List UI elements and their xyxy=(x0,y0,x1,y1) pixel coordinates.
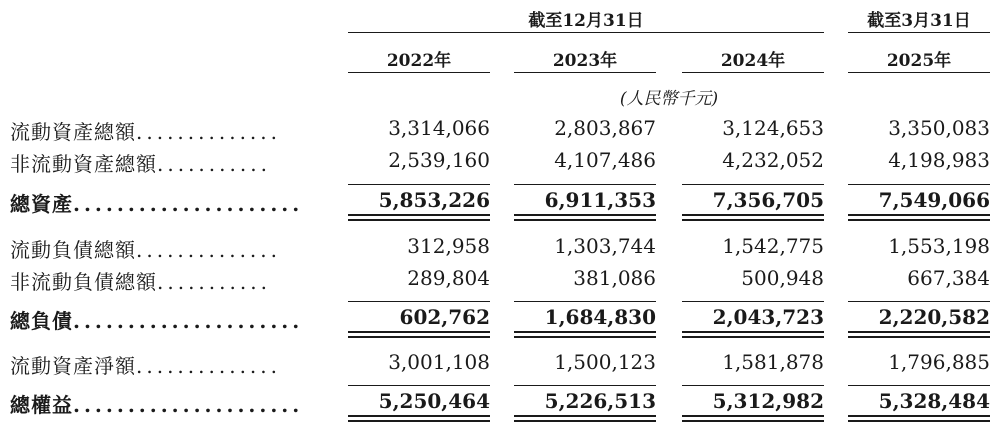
year-rule xyxy=(848,72,990,73)
cell-value-total: 2,043,723 xyxy=(712,305,824,329)
subtotal-rule xyxy=(848,385,990,386)
cell-value: 312,958 xyxy=(407,234,490,258)
group-rule-mar31 xyxy=(848,32,990,33)
double-rule xyxy=(682,331,824,333)
year-header-2023: 2023年 xyxy=(552,51,618,71)
cell-value-total: 5,853,226 xyxy=(378,188,490,212)
double-rule xyxy=(514,331,656,333)
row-label-current-liabilities xyxy=(10,234,281,263)
subtotal-rule xyxy=(514,385,656,386)
cell-value-total: 5,226,513 xyxy=(544,389,656,413)
double-rule xyxy=(682,219,824,221)
cell-value-total: 5,250,464 xyxy=(378,389,490,413)
cell-value: 4,107,486 xyxy=(554,148,656,172)
double-rule xyxy=(682,415,824,417)
cell-value: 500,948 xyxy=(741,266,824,290)
year-header-2024: 2024年 xyxy=(720,51,786,71)
double-rule xyxy=(514,219,656,221)
year-rule xyxy=(514,72,656,73)
subtotal-rule xyxy=(514,301,656,302)
row-label-text: 流動資產總額 xyxy=(10,120,136,144)
double-rule xyxy=(348,331,490,333)
year-header-2025: 2025年 xyxy=(886,51,952,71)
row-label-total-assets xyxy=(10,188,303,217)
row-label-text: 非流動負債總額 xyxy=(10,270,157,294)
cell-value: 667,384 xyxy=(907,266,990,290)
subtotal-rule xyxy=(348,184,490,185)
double-rule xyxy=(848,219,990,221)
cell-value: 289,804 xyxy=(407,266,490,290)
leader-dots: ........... xyxy=(157,270,271,294)
group-rule-dec31 xyxy=(348,32,824,33)
leader-dots: ..................... xyxy=(73,192,304,216)
double-rule xyxy=(514,420,656,422)
cell-value: 2,539,160 xyxy=(388,148,490,172)
double-rule xyxy=(514,214,656,216)
subtotal-rule xyxy=(848,301,990,302)
cell-value-total: 5,312,982 xyxy=(712,389,824,413)
leader-dots: .............. xyxy=(136,120,282,144)
cell-value: 1,500,123 xyxy=(554,350,656,374)
leader-dots: ..................... xyxy=(73,393,304,417)
double-rule xyxy=(848,415,990,417)
cell-value-total: 6,911,353 xyxy=(544,188,656,212)
year-rule xyxy=(682,72,824,73)
cell-value: 1,581,878 xyxy=(722,350,824,374)
row-label-total-liabilities xyxy=(10,305,303,334)
row-label-non-current-liabilities xyxy=(10,266,271,295)
cell-value: 2,803,867 xyxy=(554,116,656,140)
row-label-text: 總資產 xyxy=(10,192,73,216)
double-rule xyxy=(514,415,656,417)
row-label-total-equity xyxy=(10,389,303,418)
cell-value-total: 5,328,484 xyxy=(878,389,990,413)
cell-value-total: 7,356,705 xyxy=(712,188,824,212)
subtotal-rule xyxy=(348,301,490,302)
row-label-text: 總負債 xyxy=(10,309,73,333)
cell-value: 3,124,653 xyxy=(722,116,824,140)
subtotal-rule xyxy=(514,184,656,185)
row-label-non-current-assets xyxy=(10,148,271,177)
double-rule xyxy=(848,331,990,333)
leader-dots: .............. xyxy=(136,354,282,378)
cell-value-total: 1,684,830 xyxy=(544,305,656,329)
header-group-mar31: 截至3月31日 xyxy=(867,11,971,31)
year-header-2022: 2022年 xyxy=(386,51,452,71)
cell-value: 4,232,052 xyxy=(722,148,824,172)
cell-value: 1,796,885 xyxy=(888,350,990,374)
header-group-dec31: 截至12月31日 xyxy=(528,11,644,31)
cell-value-total: 602,762 xyxy=(399,305,490,329)
cell-value: 1,303,744 xyxy=(554,234,656,258)
subtotal-rule xyxy=(682,184,824,185)
leader-dots: .............. xyxy=(136,238,282,262)
cell-value: 381,086 xyxy=(573,266,656,290)
subtotal-rule xyxy=(848,184,990,185)
subtotal-rule xyxy=(682,301,824,302)
double-rule xyxy=(848,336,990,338)
leader-dots: ........... xyxy=(157,152,271,176)
row-label-text: 總權益 xyxy=(10,393,73,417)
cell-value: 3,001,108 xyxy=(388,350,490,374)
leader-dots: ..................... xyxy=(73,309,304,333)
double-rule xyxy=(682,420,824,422)
cell-value: 4,198,983 xyxy=(888,148,990,172)
cell-value-total: 2,220,582 xyxy=(878,305,990,329)
double-rule xyxy=(348,415,490,417)
cell-value-total: 7,549,066 xyxy=(878,188,990,212)
row-label-text: 流動資產淨額 xyxy=(10,354,136,378)
double-rule xyxy=(848,214,990,216)
double-rule xyxy=(348,420,490,422)
subtotal-rule xyxy=(348,385,490,386)
cell-value: 1,553,198 xyxy=(888,234,990,258)
double-rule xyxy=(682,336,824,338)
row-label-text: 非流動資產總額 xyxy=(10,152,157,176)
cell-value: 3,314,066 xyxy=(388,116,490,140)
cell-value: 3,350,083 xyxy=(888,116,990,140)
double-rule xyxy=(514,336,656,338)
double-rule xyxy=(348,214,490,216)
double-rule xyxy=(848,420,990,422)
unit-label: (人民幣千元) xyxy=(619,89,719,109)
subtotal-rule xyxy=(682,385,824,386)
double-rule xyxy=(348,219,490,221)
row-label-current-assets xyxy=(10,116,281,145)
double-rule xyxy=(682,214,824,216)
cell-value: 1,542,775 xyxy=(722,234,824,258)
year-rule xyxy=(348,72,490,73)
double-rule xyxy=(348,336,490,338)
row-label-text: 流動負債總額 xyxy=(10,238,136,262)
row-label-net-current-assets xyxy=(10,350,281,379)
